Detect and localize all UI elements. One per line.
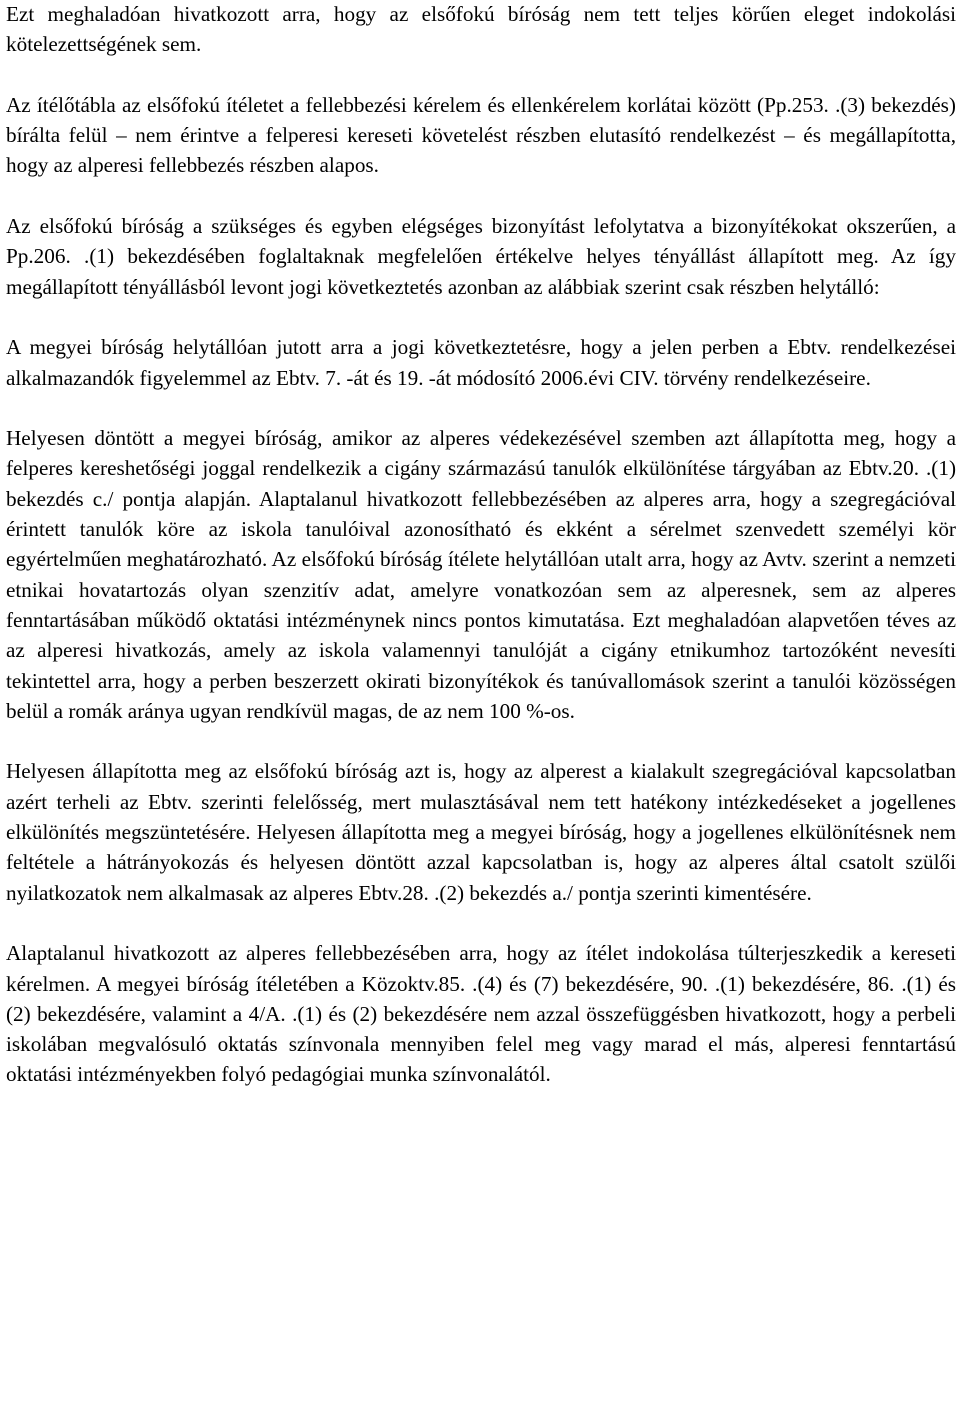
paragraph-4: A megyei bíróság helytállóan jutott arra a jogi következtetésre, hogy a jelen perben a Ebtv. rendelkezései alkalmazandók figyelemmel az Ebtv. 7. -át és 19. -át módosító 2006.évi CIV. törvény rendelkezéseire. (6, 335, 956, 390)
paragraph-3: Az elsőfokú bíróság a szükséges és egyben elégséges bizonyítást lefolytatva a bizonyítékokat okszerűen, a Pp.206. .(1) bekezdésében foglaltaknak megfelelően értékelve helyes tényállást állapított meg. Az így megállapított tényállásból levont jogi következtetés azonban az alábbiak szerint csak részben helytálló: (6, 214, 956, 299)
paragraph-7: Alaptalanul hivatkozott az alperes fellebbezésében arra, hogy az ítélet indokolása túlterjeszkedik a kereseti kérelmen. A megyei bíróság ítéletében a Közoktv.85. .(4) és (7) bekezdésére, 90. .(1) bekezdésére, 86. .(1) és (2) bekezdésére, valamint a 4/A. .(1) és (2) bekezdésére nem azzal összefüggésben hivatkozott, hogy a perbeli iskolában megvalósuló oktatás színvonala mennyiben felel meg vagy marad el más, alperesi fenntartású oktatási intézményekben folyó pedagógiai munka színvonalától. (6, 941, 956, 1087)
paragraph-6: Helyesen állapította meg az elsőfokú bíróság azt is, hogy az alperest a kialakult szegregációval kapcsolatban azért terheli az Ebtv. szerinti felelősség, mert mulasztásával nem tett hatékony intézkedéseket a jogellenes elkülönítés megszüntetésére. Helyesen állapította meg a megyei bíróság, hogy a jogellenes elkülönítésnek nem feltétele a hátrányokozás és helyesen döntött azzal kapcsolatban is, hogy az alperes által csatolt szülői nyilatkozatok nem alkalmasak az alperes Ebtv.28. .(2) bekezdés a./ pontja szerinti kimentésére. (6, 759, 956, 905)
document-page (6, 0, 956, 1412)
paragraph-2: Az ítélőtábla az elsőfokú ítéletet a fellebbezési kérelem és ellenkérelem korlátai között (Pp.253. .(3) bekezdés) bírálta felül – nem érintve a felperesi kereseti követelést részben elutasító rendelkezést – és megállapította, hogy az alperesi fellebbezés részben alapos. (6, 92, 956, 178)
paragraph-5: Helyesen döntött a megyei bíróság, amikor az alperes védekezésével szemben azt állapította meg, hogy a felperes kereshetőségi joggal rendelkezik a cigány származású tanulók elkülönítése tárgyában az Ebtv.20. .(1) bekezdés c./ pontja alapján. Alaptalanul hivatkozott fellebbezésében az alperes arra, hogy a szegregációval érintett tanulók köre az iskola tanulóival azonosítható és ekként a sérelmet szenvedett személyi kör egyértelműen meghatározható. Az elsőfokú bíróság ítélete helytállóan utalt arra, hogy az Avtv. szerint a nemzeti etnikai hovatartozás olyan szenzitív adat, amelyre vonatkozóan sem az alperesnek, sem az alperes fenntartásában működő oktatási intézménynek nincs pontos kimutatása. Ezt meghaladóan alapvetően téves az az alperesi hivatkozás, amely az iskola valamennyi tanulóját a cigány etnikumhoz tartozóként nevesíti tekintettel arra, hogy a perben beszerzett okirati bizonyítékok és tanúvallomások szerint a tanulói közösségen belül a romák aránya ugyan rendkívül magas, de az nem 100 %-os. (6, 426, 956, 723)
paragraph-1: Ezt meghaladóan hivatkozott arra, hogy az elsőfokú bíróság nem tett teljes körűen eleget indokolási kötelezettségének sem. (6, 2, 956, 57)
